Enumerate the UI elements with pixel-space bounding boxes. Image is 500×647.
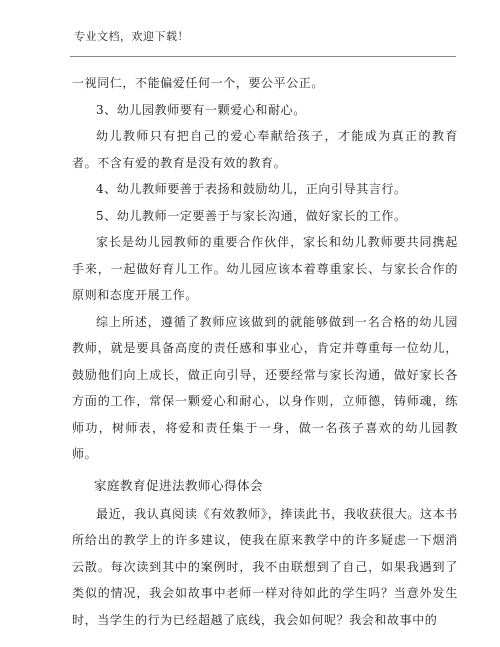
header-divider [70, 56, 456, 57]
paragraph-love-education: 幼儿教师只有把自己的爱心奉献给孩子，才能成为真正的教育者。不含有爱的教育是没有效的教育。 [72, 129, 458, 170]
paragraph-point-3: 3、幼儿园教师要有一颗爱心和耐心。 [96, 102, 306, 117]
document-header: 专业文档，欢迎下载！ [74, 30, 189, 43]
paragraph-continuation: 一视同仁，不能偏爱任何一个，要公平公正。 [72, 76, 325, 90]
paragraph-summary: 综上所述，遵循了教师应该做到的就能够做到一名合格的幼儿园教师，就是要具备高度的责任感和事业心，肯定并尊重每一位幼儿，鼓励他们向上成长，做正向引导，还要经常与家长沟通，做好家长各方面的工作，常保一颗爱心和耐心，以身作则，立师德，铸师魂，练师功，树师表，将爱和责任集于一身，做一名孩子喜欢的幼儿园教师。 [72, 314, 458, 461]
document-body [72, 70, 458, 633]
paragraph-section-intro: 最近，我认真阅读《有效教师》，捧读此书，我收获很大。这本书所给出的教学上的许多建议，使我在原来教学中的许多疑虑一下烟消云散。每次读到其中的案例时，我不由联想到了自己，如果我遇到了类似的情况，我会如故事中老师一样对待如此的学生吗？当意外发生时，当学生的行为已经超越了底线，我会如何呢？我会和故事中的 [72, 506, 458, 627]
section-title: 家庭教育促进法教师心得体会 [94, 477, 264, 493]
paragraph-point-4: 4、幼儿教师要善于表扬和鼓励幼儿，正向引导其言行。 [96, 182, 407, 196]
paragraph-point-5: 5、幼儿教师一定要善于与家长沟通，做好家长的工作。 [96, 208, 407, 223]
paragraph-parents-partners: 家长是幼儿园教师的重要合作伙伴，家长和幼儿教师要共同携起手来，一起做好育儿工作。幼儿园应该本着尊重家长、与家长合作的原则和态度开展工作。 [72, 235, 458, 302]
